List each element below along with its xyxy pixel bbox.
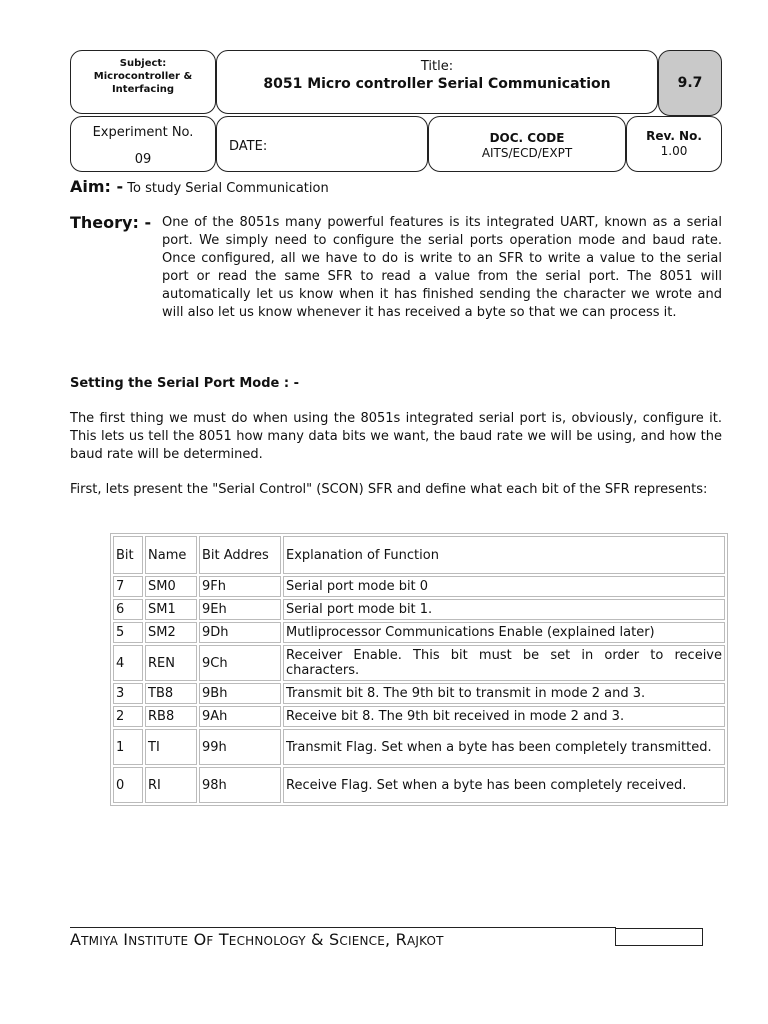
- cell-name: SM2: [145, 622, 197, 643]
- section-paragraph-1: The first thing we must do when using the 8051s integrated serial port is, obviously, configure it. This lets us tell the 8051 how many data bits we want, the baud rate we will be using, and how the baud rate will be determined.: [70, 411, 722, 462]
- cell-bit: 5: [113, 622, 143, 643]
- cell-bit: 0: [113, 767, 143, 803]
- footer-word-initial: R: [395, 930, 407, 949]
- cell-address: 98h: [199, 767, 281, 803]
- date-label: DATE:: [229, 139, 268, 154]
- footer-word-initial: I: [123, 930, 129, 949]
- footer-word-rest: AJKOT: [406, 934, 444, 948]
- theory-text: One of the 8051s many powerful features is its integrated UART, known as a serial port. We simply need to configure the serial ports operation mode and baud rate. Once configured, all we have to do is write to an SFR to write a value to the serial port or read the same SFR to read a value from the serial port. The 8051 will automatically let us know when it has finished sending the character we wrote and will also let us know whenever it has received a byte so that we can process it.: [162, 215, 722, 320]
- page-ref: 9.7: [677, 75, 703, 91]
- cell-bit: 3: [113, 683, 143, 704]
- aim-line: [70, 177, 329, 196]
- theory-label: Theory: -: [70, 213, 152, 232]
- footer-word-rest: ECHNOLOGY: [228, 934, 306, 948]
- cell-address: 9Dh: [199, 622, 281, 643]
- cell-explanation: Transmit bit 8. The 9th bit to transmit in mode 2 and 3.: [283, 683, 725, 704]
- cell-bit: 4: [113, 645, 143, 681]
- cell-bit: 2: [113, 706, 143, 727]
- cell-bit: 6: [113, 599, 143, 620]
- footer-word-rest: TMIYA: [81, 934, 118, 948]
- table-row: [113, 767, 725, 803]
- subject-value-line2: Interfacing: [111, 84, 175, 95]
- doc-code-box: [428, 116, 626, 172]
- cell-explanation: Receive Flag. Set when a byte has been completely received.: [283, 767, 725, 803]
- header-cell-address: Bit Addres: [199, 536, 281, 574]
- footer-word-initial: A: [70, 930, 82, 949]
- cell-address: 9Ah: [199, 706, 281, 727]
- cell-address: 9Bh: [199, 683, 281, 704]
- cell-address: 9Ch: [199, 645, 281, 681]
- table-header-row: [113, 536, 725, 574]
- experiment-value: 09: [134, 152, 152, 167]
- footer-ampersand: &: [311, 930, 324, 949]
- title-value: 8051 Micro controller Serial Communication: [263, 76, 611, 92]
- rev-box: [626, 116, 722, 172]
- footer-word-initial: T: [218, 930, 229, 949]
- rev-label: Rev. No.: [646, 129, 702, 143]
- aim-text: To study Serial Communication: [127, 181, 329, 196]
- cell-name: RB8: [145, 706, 197, 727]
- table-row: [113, 599, 725, 620]
- doc-code-label: DOC. CODE: [489, 131, 565, 145]
- cell-bit: 1: [113, 729, 143, 765]
- section-paragraph-2: First, lets present the "Serial Control" (SCON) SFR and define what each bit of the SFR represents:: [70, 482, 708, 497]
- cell-name: TI: [145, 729, 197, 765]
- footer-page-box: [615, 928, 703, 946]
- section-heading: Setting the Serial Port Mode : -: [70, 376, 300, 391]
- subject-box: [70, 50, 216, 114]
- footer-comma: ,: [385, 930, 391, 949]
- cell-explanation: Receive bit 8. The 9th bit received in mode 2 and 3.: [283, 706, 725, 727]
- table-row: [113, 729, 725, 765]
- footer-word-initial: S: [329, 930, 340, 949]
- cell-name: REN: [145, 645, 197, 681]
- date-box: [216, 116, 428, 172]
- cell-explanation: Serial port mode bit 1.: [283, 599, 725, 620]
- cell-name: SM0: [145, 576, 197, 597]
- experiment-box: [70, 116, 216, 172]
- cell-address: 9Fh: [199, 576, 281, 597]
- rev-value: 1.00: [660, 144, 688, 158]
- footer-institute-name: [70, 930, 444, 949]
- cell-explanation: Receiver Enable. This bit must be set in order to receive characters.: [283, 645, 725, 681]
- footer-rule: [70, 927, 616, 928]
- table-row: [113, 683, 725, 704]
- doc-code-value: AITS/ECD/EXPT: [481, 146, 573, 160]
- theory-paragraph: [70, 214, 722, 322]
- cell-name: RI: [145, 767, 197, 803]
- table-row: [113, 622, 725, 643]
- cell-address: 9Eh: [199, 599, 281, 620]
- table-row: [113, 576, 725, 597]
- footer-word-initial: O: [193, 930, 207, 949]
- header-cell-name: Name: [145, 536, 197, 574]
- footer-word-rest: F: [206, 934, 214, 948]
- page-ref-box: [658, 50, 722, 116]
- cell-name: TB8: [145, 683, 197, 704]
- experiment-label: Experiment No.: [92, 125, 194, 140]
- header-cell-bit: Bit: [113, 536, 143, 574]
- cell-explanation: Transmit Flag. Set when a byte has been completely transmitted.: [283, 729, 725, 765]
- title-label: Title:: [420, 59, 454, 74]
- table-row: [113, 645, 725, 681]
- cell-explanation: Serial port mode bit 0: [283, 576, 725, 597]
- table-row: [113, 706, 725, 727]
- subject-value-line1: Microcontroller &: [93, 71, 193, 82]
- cell-address: 99h: [199, 729, 281, 765]
- aim-label: Aim: -: [70, 177, 124, 196]
- subject-label: Subject:: [119, 58, 167, 69]
- footer-word-rest: NSTITUTE: [128, 934, 189, 948]
- scon-table: [110, 533, 728, 806]
- cell-explanation: Mutliprocessor Communications Enable (explained later): [283, 622, 725, 643]
- title-box: [216, 50, 658, 114]
- cell-bit: 7: [113, 576, 143, 597]
- footer-word-rest: CIENCE: [339, 934, 386, 948]
- cell-name: SM1: [145, 599, 197, 620]
- header-cell-explanation: Explanation of Function: [283, 536, 725, 574]
